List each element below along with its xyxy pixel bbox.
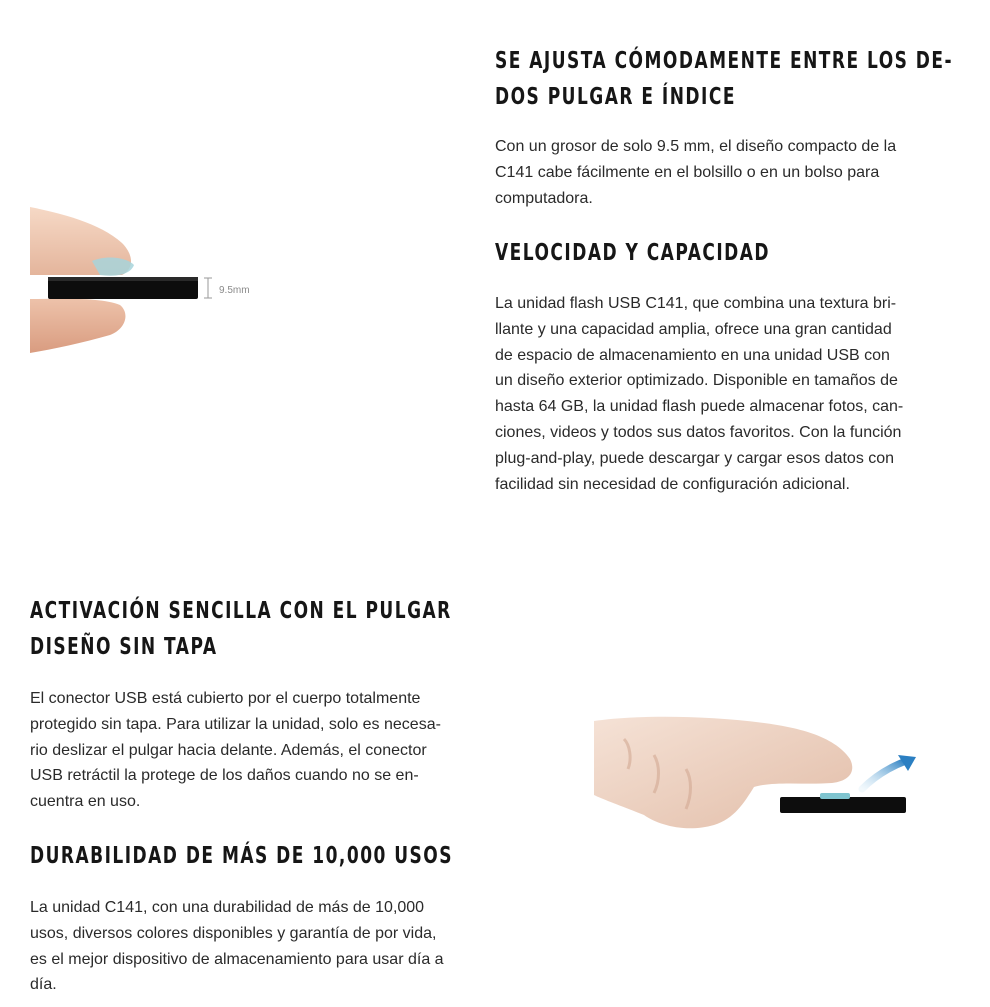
body-line: hasta 64 GB, la unidad flash puede almacenar fotos, can- (495, 398, 904, 416)
drive-thickness-illustration (30, 205, 290, 353)
body-line: día. (30, 976, 57, 994)
section-body (495, 291, 903, 497)
section-title (495, 43, 954, 115)
title-line: DISEÑO SIN TAPA (30, 634, 218, 660)
title-line: VELOCIDAD Y CAPACIDAD (495, 240, 771, 266)
title-line: ACTIVACIÓN SENCILLA CON EL PULGAR (30, 598, 452, 624)
usb-drive-shape (780, 797, 906, 813)
title-line: SE AJUSTA CÓMODAMENTE ENTRE LOS DE- (495, 48, 954, 74)
section-title (30, 838, 474, 874)
body-line: plug-and-play, puede descargar y cargar esos datos con (495, 449, 895, 467)
thumb-slide-image (594, 715, 924, 835)
section-title (495, 235, 939, 271)
slide-arrow-icon (862, 761, 906, 789)
section-body (30, 895, 444, 998)
body-line: La unidad C141, con una durabilidad de más de 10,000 (30, 899, 425, 916)
body-line: usos, diversos colores disponibles y garantía de por vida, (30, 924, 437, 942)
title-line: DOS PULGAR E ÍNDICE (495, 84, 736, 110)
body-line: cuentra en uso. (30, 793, 141, 811)
body-line: Con un grosor de solo 9.5 mm, el diseño compacto de la (495, 138, 897, 155)
body-line: de espacio de almacenamiento en una unidad USB con (495, 346, 890, 364)
body-line: protegido sin tapa. Para utilizar la unidad, solo es necesa- (30, 715, 441, 733)
body-line: facilidad sin necesidad de configuración adicional. (495, 475, 850, 493)
body-line: C141 cabe fácilmente en el bolsillo o en un bolso para (495, 163, 880, 181)
thickness-label: 9.5mm (219, 285, 250, 296)
body-line: El conector USB está cubierto por el cuerpo totalmente (30, 690, 421, 707)
section-body (30, 686, 441, 815)
thumb-slide-illustration (594, 715, 924, 835)
body-line: es el mejor dispositivo de almacenamiento para usar día a (30, 950, 444, 968)
body-line: ciones, videos y todos sus datos favoritos. Con la función (495, 423, 902, 441)
section-body (495, 134, 896, 211)
body-line: llante y una capacidad amplia, ofrece una gran cantidad (495, 320, 892, 338)
body-line: La unidad flash USB C141, que combina una textura bri- (495, 295, 897, 312)
drive-thickness-image (30, 205, 290, 353)
section-thumb-activation (30, 593, 630, 665)
section-speed-capacity (495, 235, 990, 271)
title-line: DURABILIDAD DE MÁS DE 10,000 USOS (30, 843, 453, 869)
body-line: USB retráctil la protege de los daños cuando no se en- (30, 767, 419, 785)
section-durability (30, 838, 630, 874)
body-line: un diseño exterior optimizado. Disponible en tamaños de (495, 372, 898, 390)
body-line: computadora. (495, 189, 593, 207)
section-title (30, 593, 474, 665)
body-line: rio deslizar el pulgar hacia delante. Además, el conector (30, 741, 427, 759)
section-fit-between-fingers (495, 43, 990, 115)
